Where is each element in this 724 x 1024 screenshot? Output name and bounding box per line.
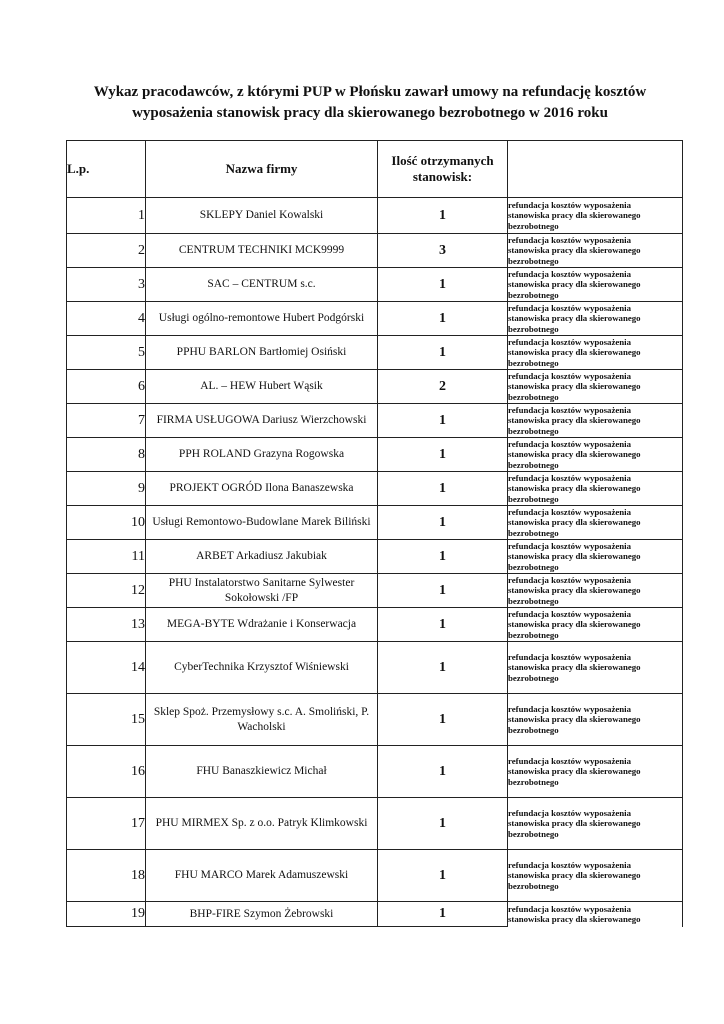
row-number: 11 bbox=[67, 540, 146, 574]
refund-description-line: refundacja kosztów wyposażenia bbox=[508, 755, 631, 766]
company-name: CENTRUM TECHNIKI MCK9999 bbox=[146, 234, 378, 268]
refund-description-line: refundacja kosztów wyposażenia bbox=[508, 540, 631, 551]
positions-count: 1 bbox=[378, 198, 508, 234]
company-name: ARBET Arkadiusz Jakubiak bbox=[146, 540, 378, 574]
refund-description-line: refundacja kosztów wyposażenia bbox=[508, 703, 631, 714]
table-row bbox=[67, 302, 683, 336]
table-row bbox=[67, 902, 683, 927]
refund-description-line: refundacja kosztów wyposażenia bbox=[508, 404, 631, 415]
refund-description-line: refundacja kosztów wyposażenia bbox=[508, 438, 631, 449]
company-name: PPH ROLAND Grazyna Rogowska bbox=[146, 438, 378, 472]
refund-description bbox=[508, 798, 683, 850]
refund-description-line: bezrobotnego bbox=[508, 595, 559, 606]
refund-description bbox=[508, 642, 683, 694]
company-name: SAC – CENTRUM s.c. bbox=[146, 268, 378, 302]
table-row bbox=[67, 438, 683, 472]
refund-description-line: bezrobotnego bbox=[508, 828, 559, 839]
refund-description-line: stanowiska pracy dla skierowanego bbox=[508, 517, 641, 528]
table-row bbox=[67, 642, 683, 694]
title-line-1: Wykaz pracodawców, z którymi PUP w Płońsku zawarł umowy na refundację kosztów bbox=[93, 84, 647, 100]
company-name: FIRMA USŁUGOWA Dariusz Wierzchowski bbox=[146, 404, 378, 438]
table-row bbox=[67, 608, 683, 642]
title-line-2: wyposażenia stanowisk pracy dla skierowanego bezrobotnego w 2016 roku bbox=[132, 105, 608, 121]
company-name: PHU Instalatorstwo Sanitarne Sylwester Sokołowski /FP bbox=[146, 574, 378, 608]
refund-description-line: refundacja kosztów wyposażenia bbox=[508, 651, 631, 662]
row-number: 5 bbox=[67, 336, 146, 370]
table-row bbox=[67, 268, 683, 302]
header-notes bbox=[508, 141, 683, 198]
refund-description bbox=[508, 506, 683, 540]
company-name: FHU Banaszkiewicz Michał bbox=[146, 746, 378, 798]
company-name: PPHU BARLON Bartłomiej Osiński bbox=[146, 336, 378, 370]
positions-count: 1 bbox=[378, 268, 508, 302]
row-number: 1 bbox=[67, 198, 146, 234]
refund-description-line: bezrobotnego bbox=[508, 459, 559, 470]
refund-description bbox=[508, 370, 683, 404]
positions-count: 1 bbox=[378, 694, 508, 746]
refund-description-line: refundacja kosztów wyposażenia bbox=[508, 472, 631, 483]
refund-description-line: bezrobotnego bbox=[508, 629, 559, 640]
refund-description-line: stanowiska pracy dla skierowanego bbox=[508, 619, 641, 630]
refund-description-line: refundacja kosztów wyposażenia bbox=[508, 506, 631, 517]
refund-description bbox=[508, 302, 683, 336]
row-number: 13 bbox=[67, 608, 146, 642]
company-name: SKLEPY Daniel Kowalski bbox=[146, 198, 378, 234]
refund-description-line: bezrobotnego bbox=[508, 527, 559, 538]
table-row bbox=[67, 506, 683, 540]
refund-description-line: stanowiska pracy dla skierowanego bbox=[508, 714, 641, 725]
table-row bbox=[67, 798, 683, 850]
positions-count: 1 bbox=[378, 336, 508, 370]
table-row bbox=[67, 746, 683, 798]
row-number: 16 bbox=[67, 746, 146, 798]
refund-description-line: stanowiska pracy dla skierowanego bbox=[508, 415, 641, 426]
row-number: 9 bbox=[67, 472, 146, 506]
refund-description-line: stanowiska pracy dla skierowanego bbox=[508, 662, 641, 673]
refund-description-line: bezrobotnego bbox=[508, 724, 559, 735]
refund-description-line: stanowiska pracy dla skierowanego bbox=[508, 210, 641, 221]
refund-description-line: stanowiska pracy dla skierowanego bbox=[508, 585, 641, 596]
table-row bbox=[67, 574, 683, 608]
refund-description-line: stanowiska pracy dla skierowanego bbox=[508, 551, 641, 562]
company-name: Usługi ogólno-remontowe Hubert Podgórski bbox=[146, 302, 378, 336]
positions-count: 1 bbox=[378, 438, 508, 472]
header-qty-line-1: Ilość otrzymanych bbox=[391, 153, 494, 168]
positions-count: 1 bbox=[378, 902, 508, 927]
table-row bbox=[67, 198, 683, 234]
row-number: 2 bbox=[67, 234, 146, 268]
refund-description-line: refundacja kosztów wyposażenia bbox=[508, 234, 631, 245]
refund-description-line: refundacja kosztów wyposażenia bbox=[508, 268, 631, 279]
refund-description-line: stanowiska pracy dla skierowanego bbox=[508, 766, 641, 777]
refund-description bbox=[508, 746, 683, 798]
positions-count: 1 bbox=[378, 574, 508, 608]
refund-description bbox=[508, 234, 683, 268]
refund-description-line: bezrobotnego bbox=[508, 323, 559, 334]
row-number: 17 bbox=[67, 798, 146, 850]
refund-description-line: bezrobotnego bbox=[508, 357, 559, 368]
refund-description bbox=[508, 472, 683, 506]
positions-count: 1 bbox=[378, 798, 508, 850]
company-name: MEGA-BYTE Wdrażanie i Konserwacja bbox=[146, 608, 378, 642]
company-name: PHU MIRMEX Sp. z o.o. Patryk Klimkowski bbox=[146, 798, 378, 850]
refund-description-line: bezrobotnego bbox=[508, 561, 559, 572]
positions-count: 1 bbox=[378, 302, 508, 336]
refund-description-line: stanowiska pracy dla skierowanego bbox=[508, 381, 641, 392]
positions-count: 1 bbox=[378, 746, 508, 798]
table-row bbox=[67, 370, 683, 404]
table-row bbox=[67, 472, 683, 506]
header-positions-count bbox=[378, 141, 508, 198]
table-row bbox=[67, 540, 683, 574]
positions-count: 1 bbox=[378, 404, 508, 438]
refund-description bbox=[508, 268, 683, 302]
table-row bbox=[67, 336, 683, 370]
refund-description bbox=[508, 608, 683, 642]
refund-description-line: bezrobotnego bbox=[508, 672, 559, 683]
company-name: CyberTechnika Krzysztof Wiśniewski bbox=[146, 642, 378, 694]
table-body bbox=[67, 198, 683, 927]
refund-description bbox=[508, 902, 683, 927]
refund-description bbox=[508, 574, 683, 608]
company-name: PROJEKT OGRÓD Ilona Banaszewska bbox=[146, 472, 378, 506]
refund-description-line: refundacja kosztów wyposażenia bbox=[508, 574, 631, 585]
refund-description bbox=[508, 404, 683, 438]
table-row bbox=[67, 234, 683, 268]
row-number: 18 bbox=[67, 850, 146, 902]
refund-description-line: stanowiska pracy dla skierowanego bbox=[508, 347, 641, 358]
row-number: 14 bbox=[67, 642, 146, 694]
row-number: 19 bbox=[67, 902, 146, 927]
table-header-row bbox=[67, 141, 683, 198]
positions-count: 1 bbox=[378, 472, 508, 506]
refund-description-line: refundacja kosztów wyposażenia bbox=[508, 608, 631, 619]
refund-description-line: refundacja kosztów wyposażenia bbox=[508, 302, 631, 313]
row-number: 3 bbox=[67, 268, 146, 302]
refund-description-line: bezrobotnego bbox=[508, 880, 559, 891]
positions-count: 1 bbox=[378, 506, 508, 540]
company-name: Sklep Spoż. Przemysłowy s.c. A. Smoliński, P. Wacholski bbox=[146, 694, 378, 746]
refund-description-line: stanowiska pracy dla skierowanego bbox=[508, 449, 641, 460]
refund-description-line: refundacja kosztów wyposażenia bbox=[508, 807, 631, 818]
positions-count: 1 bbox=[378, 850, 508, 902]
row-number: 8 bbox=[67, 438, 146, 472]
company-name: Usługi Remontowo-Budowlane Marek Biliński bbox=[146, 506, 378, 540]
row-number: 10 bbox=[67, 506, 146, 540]
refund-description-line: stanowiska pracy dla skierowanego bbox=[508, 483, 641, 494]
refund-description-line: bezrobotnego bbox=[508, 776, 559, 787]
refund-description-line: bezrobotnego bbox=[508, 425, 559, 436]
refund-description-line: stanowiska pracy dla skierowanego bbox=[508, 818, 641, 829]
refund-description-line: refundacja kosztów wyposażenia bbox=[508, 370, 631, 381]
refund-description-line: bezrobotnego bbox=[508, 493, 559, 504]
positions-count: 2 bbox=[378, 370, 508, 404]
refund-description bbox=[508, 438, 683, 472]
refund-description-line: refundacja kosztów wyposażenia bbox=[508, 336, 631, 347]
row-number: 4 bbox=[67, 302, 146, 336]
positions-count: 1 bbox=[378, 642, 508, 694]
refund-description-line: stanowiska pracy dla skierowanego bbox=[508, 279, 641, 290]
table-row bbox=[67, 694, 683, 746]
header-lp: L.p. bbox=[67, 141, 146, 198]
refund-description-line: bezrobotnego bbox=[508, 255, 559, 266]
refund-description bbox=[508, 850, 683, 902]
refund-description-line: stanowiska pracy dla skierowanego bbox=[508, 245, 641, 256]
positions-count: 1 bbox=[378, 540, 508, 574]
positions-count: 3 bbox=[378, 234, 508, 268]
refund-description-line: stanowiska pracy dla skierowanego bbox=[508, 870, 641, 881]
refund-description-line: refundacja kosztów wyposażenia bbox=[508, 903, 631, 914]
row-number: 7 bbox=[67, 404, 146, 438]
row-number: 12 bbox=[67, 574, 146, 608]
refund-description-line: refundacja kosztów wyposażenia bbox=[508, 859, 631, 870]
refund-description-line: bezrobotnego bbox=[508, 289, 559, 300]
header-company-name: Nazwa firmy bbox=[146, 141, 378, 198]
table-row bbox=[67, 850, 683, 902]
refund-description bbox=[508, 198, 683, 234]
employers-table bbox=[66, 140, 683, 927]
positions-count: 1 bbox=[378, 608, 508, 642]
document-title bbox=[70, 82, 670, 124]
refund-description-line: bezrobotnego bbox=[508, 220, 559, 231]
refund-description-line: stanowiska pracy dla skierowanego bbox=[508, 914, 641, 925]
table-row bbox=[67, 404, 683, 438]
refund-description bbox=[508, 540, 683, 574]
refund-description-line: refundacja kosztów wyposażenia bbox=[508, 199, 631, 210]
row-number: 15 bbox=[67, 694, 146, 746]
header-qty-line-2: stanowisk: bbox=[412, 169, 473, 184]
refund-description-line: bezrobotnego bbox=[508, 391, 559, 402]
company-name: BHP-FIRE Szymon Żebrowski bbox=[146, 902, 378, 927]
row-number: 6 bbox=[67, 370, 146, 404]
refund-description bbox=[508, 694, 683, 746]
company-name: FHU MARCO Marek Adamuszewski bbox=[146, 850, 378, 902]
company-name: AL. – HEW Hubert Wąsik bbox=[146, 370, 378, 404]
refund-description bbox=[508, 336, 683, 370]
refund-description-line: stanowiska pracy dla skierowanego bbox=[508, 313, 641, 324]
